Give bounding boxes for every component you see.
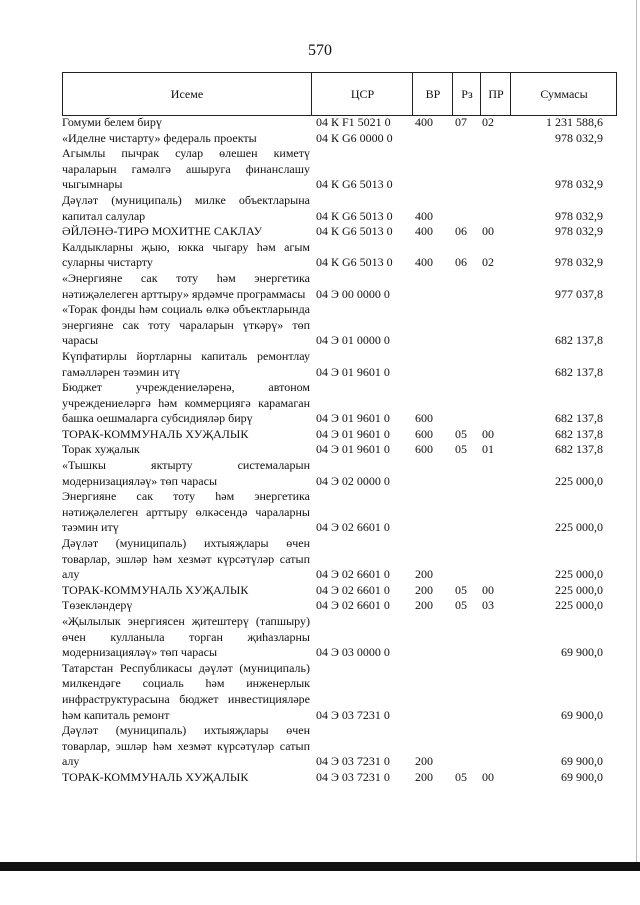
row-rz: 05 xyxy=(455,426,467,441)
row-vr: 600 xyxy=(415,426,433,441)
row-name: «Җылылык энергиясен җитештерү (тапшыру) өчен кулланыла торган җиһазларны модернизацияләү» төп чарасы xyxy=(62,614,310,660)
row-csr: 04 Э 03 7231 0 xyxy=(316,707,390,722)
table-row xyxy=(62,146,617,193)
row-sum: 69 900,0 xyxy=(561,754,603,769)
table-row xyxy=(62,489,617,536)
row-pr: 00 xyxy=(482,582,494,597)
row-name: Дәүләт (муниципаль) милке объектларына капитал салулар xyxy=(62,192,310,223)
row-name: Дәүләт (муниципаль) ихтыяҗлары өчен товарлар, эшләр һәм хезмәт күрсәтүләр сатып алу xyxy=(62,723,310,769)
row-name: ТОРАК-КОММУНАЛЬ ХУҖАЛЫК xyxy=(62,426,249,441)
header-pr: ПР xyxy=(480,73,511,115)
header-rz: Рз xyxy=(452,73,481,115)
table-row xyxy=(62,598,617,614)
row-vr: 400 xyxy=(415,115,433,129)
row-rz: 05 xyxy=(455,769,467,784)
table-row xyxy=(62,427,617,443)
row-name: ӘЙЛӘНӘ-ТИРӘ МОХИТНЕ САКЛАУ xyxy=(62,224,263,239)
row-csr: 04 Э 01 9601 0 xyxy=(316,364,390,379)
header-vr: ВР xyxy=(412,73,453,115)
row-vr: 400 xyxy=(415,224,433,239)
table-row xyxy=(62,380,617,427)
table-row xyxy=(62,115,617,131)
row-name: Күпфатирлы йортларны капиталь ремонтлау гамәлләрен тәэмин итү xyxy=(62,348,310,379)
row-csr: 04 Э 01 9601 0 xyxy=(316,426,390,441)
scan-bottom-band xyxy=(0,862,640,871)
header-csr: ЦСР xyxy=(311,73,413,115)
row-sum: 682 137,8 xyxy=(555,442,603,457)
row-sum: 225 000,0 xyxy=(555,520,603,535)
row-name: Гомуми белем бирү xyxy=(62,115,162,129)
row-pr: 02 xyxy=(482,115,494,129)
row-vr: 200 xyxy=(415,582,433,597)
row-name: Агымлы пычрак сулар өлешен киметү чараларын гамәлгә ашыруга финанслашу чыгымнары xyxy=(62,146,310,192)
row-pr: 00 xyxy=(482,769,494,784)
row-vr: 200 xyxy=(415,567,433,582)
row-sum: 225 000,0 xyxy=(555,473,603,488)
row-csr: 04 Э 03 7231 0 xyxy=(316,754,390,769)
row-pr: 02 xyxy=(482,255,494,270)
row-name: Дәүләт (муниципаль) ихтыяҗлары өчен товарлар, эшләр һәм хезмәт күрсәтүләр сатып алу xyxy=(62,536,310,582)
page-edge xyxy=(636,0,637,862)
table-row xyxy=(62,224,617,240)
row-csr: 04 Э 02 0000 0 xyxy=(316,473,390,488)
row-csr: 04 Э 01 9601 0 xyxy=(316,442,390,457)
row-csr: 04 Э 02 6601 0 xyxy=(316,582,390,597)
table-row xyxy=(62,442,617,458)
row-name: «Иделне чистарту» федераль проекты xyxy=(62,130,257,145)
row-csr: 04 К G6 0000 0 xyxy=(316,130,393,145)
row-sum: 682 137,8 xyxy=(555,364,603,379)
row-name: Торак хуҗалык xyxy=(62,442,140,457)
row-sum: 225 000,0 xyxy=(555,582,603,597)
row-csr: 04 К F1 5021 0 xyxy=(316,115,391,129)
row-sum: 978 032,9 xyxy=(555,208,603,223)
row-sum: 225 000,0 xyxy=(555,598,603,613)
table-row xyxy=(62,614,617,661)
row-sum: 978 032,9 xyxy=(555,130,603,145)
table-body xyxy=(62,115,617,786)
row-rz: 05 xyxy=(455,598,467,613)
row-name: ТОРАК-КОММУНАЛЬ ХУҖАЛЫК xyxy=(62,769,249,784)
row-sum: 682 137,8 xyxy=(555,333,603,348)
row-name: «Тышкы яктырту системаларын модернизацияләү» төп чарасы xyxy=(62,458,310,488)
table-row xyxy=(62,770,617,786)
row-csr: 04 К G6 5013 0 xyxy=(316,224,393,239)
row-pr: 03 xyxy=(482,598,494,613)
table-row xyxy=(62,193,617,224)
row-pr: 00 xyxy=(482,426,494,441)
table-row xyxy=(62,302,617,349)
header-name: Исеме xyxy=(170,87,204,101)
row-csr: 04 К G6 5013 0 xyxy=(316,177,393,192)
row-sum: 1 231 588,6 xyxy=(546,115,603,129)
table-header xyxy=(62,72,617,116)
row-sum: 977 037,8 xyxy=(555,286,603,301)
row-csr: 04 Э 02 6601 0 xyxy=(316,567,390,582)
row-rz: 06 xyxy=(455,224,467,239)
header-sum: Суммасы xyxy=(510,73,617,115)
row-name: Төзекләндерү xyxy=(62,598,133,613)
row-rz: 05 xyxy=(455,442,467,457)
row-csr: 04 Э 01 0000 0 xyxy=(316,333,390,348)
row-vr: 200 xyxy=(415,769,433,784)
table-row xyxy=(62,240,617,271)
table-row xyxy=(62,661,617,723)
row-vr: 200 xyxy=(415,598,433,613)
row-csr: 04 Э 03 7231 0 xyxy=(316,769,390,784)
row-sum: 978 032,9 xyxy=(555,177,603,192)
table-row xyxy=(62,536,617,583)
row-name: Калдыкларны җыю, юкка чыгару һәм агым суларны чистарту xyxy=(62,239,310,270)
row-rz: 05 xyxy=(455,582,467,597)
row-vr: 400 xyxy=(415,255,433,270)
row-csr: 04 Э 02 6601 0 xyxy=(316,520,390,535)
row-vr: 600 xyxy=(415,411,433,426)
row-csr: 04 К G6 5013 0 xyxy=(316,208,393,223)
row-csr: 04 К G6 5013 0 xyxy=(316,255,393,270)
row-pr: 01 xyxy=(482,442,494,457)
row-name: Бюджет учреждениеләренә, автоном учреждениеләргә һәм коммерциягә карамаган башка оешмаларга субсидияләр бирү xyxy=(62,380,310,426)
table-row xyxy=(62,271,617,302)
row-csr: 04 Э 02 6601 0 xyxy=(316,598,390,613)
row-sum: 225 000,0 xyxy=(555,567,603,582)
row-name: «Энергияне сак тоту һәм энергетика нәтиҗәлелеген арттыру» ярдәмче программасы xyxy=(62,270,310,301)
table-row xyxy=(62,131,617,147)
row-csr: 04 Э 00 0000 0 xyxy=(316,286,390,301)
row-sum: 69 900,0 xyxy=(561,645,603,660)
row-sum: 978 032,9 xyxy=(555,255,603,270)
row-vr: 400 xyxy=(415,208,433,223)
table-row xyxy=(62,583,617,599)
row-vr: 600 xyxy=(415,442,433,457)
row-name: Татарстан Республикасы дәүләт (муниципаль) милкендәге социаль һәм инженерлык инфраструктурасына бюджет инвестицияләре һәм капиталь ремонт xyxy=(62,660,310,722)
row-sum: 69 900,0 xyxy=(561,707,603,722)
row-rz: 07 xyxy=(455,115,467,129)
row-name: «Торак фонды һәм социаль өлкә объектларында энергияне сак тоту чараларын үткәрү» төп чарасы xyxy=(62,302,310,348)
row-pr: 00 xyxy=(482,224,494,239)
row-vr: 200 xyxy=(415,754,433,769)
row-rz: 06 xyxy=(455,255,467,270)
row-sum: 978 032,9 xyxy=(555,224,603,239)
table-row xyxy=(62,723,617,770)
row-csr: 04 Э 03 0000 0 xyxy=(316,645,390,660)
row-sum: 682 137,8 xyxy=(555,411,603,426)
row-name: Энергияне сак тоту һәм энергетика нәтиҗәлелеген арттыру өлкәсендә чараларны тәэмин итү xyxy=(62,489,310,535)
page-number: 570 xyxy=(308,42,332,59)
row-sum: 682 137,8 xyxy=(555,426,603,441)
row-csr: 04 Э 01 9601 0 xyxy=(316,411,390,426)
row-sum: 69 900,0 xyxy=(561,769,603,784)
table-row xyxy=(62,349,617,380)
row-name: ТОРАК-КОММУНАЛЬ ХУҖАЛЫК xyxy=(62,582,249,597)
table-row xyxy=(62,458,617,489)
